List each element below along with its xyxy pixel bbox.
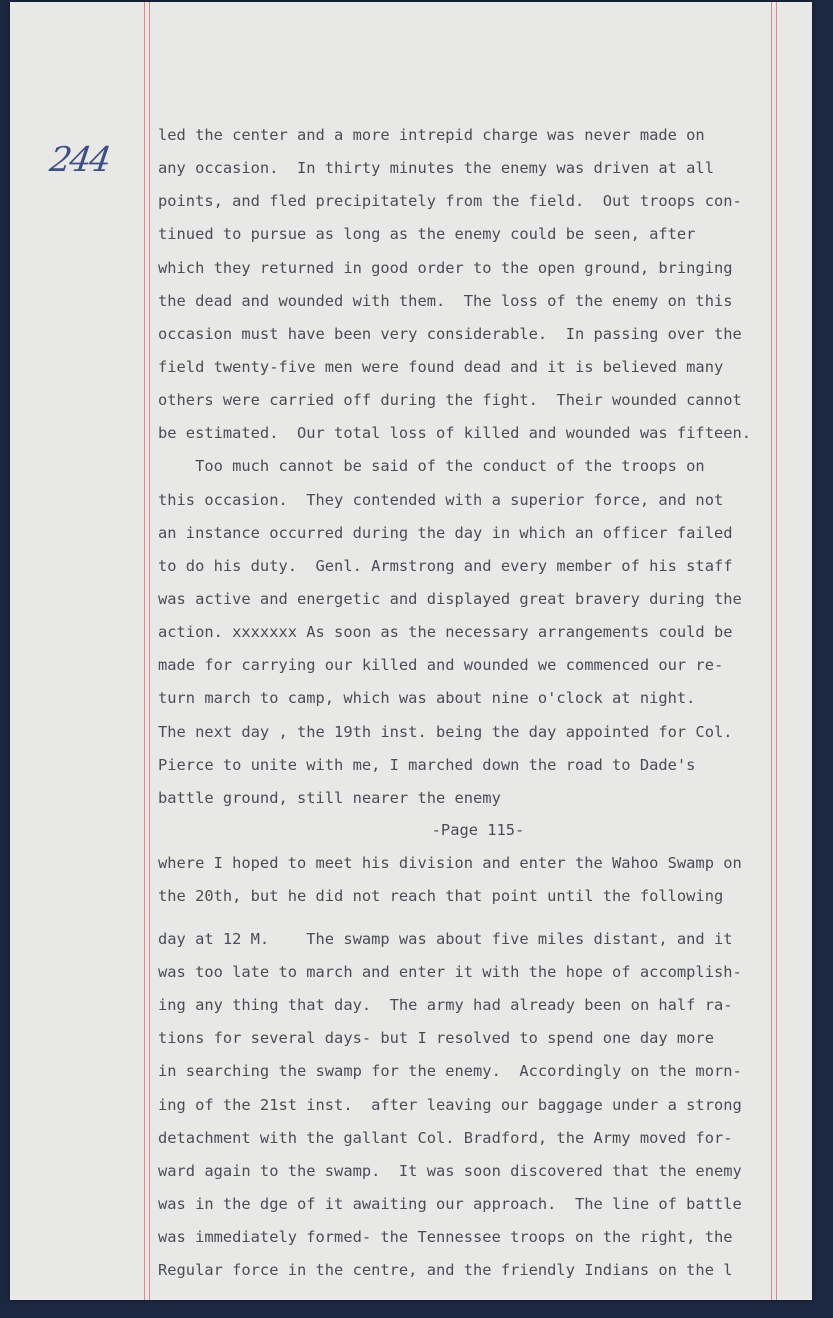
text-line: Regular force in the centre, and the friendly Indians on the l — [158, 1261, 733, 1279]
text-line: ing of the 21st inst. after leaving our baggage under a strong — [158, 1096, 742, 1114]
text-line: an instance occurred during the day in which an officer failed — [158, 524, 733, 542]
text-line: was in the dge of it awaiting our approach. The line of battle — [158, 1195, 742, 1213]
right-margin-rule-outer — [776, 2, 777, 1300]
text-line: made for carrying our killed and wounded we commenced our re- — [158, 656, 724, 674]
text-line: was active and energetic and displayed great bravery during the — [158, 590, 742, 608]
text-line: field twenty-five men were found dead and it is believed many — [158, 358, 724, 376]
text-line: tions for several days- but I resolved to spend one day more — [158, 1029, 714, 1047]
left-margin-rule — [144, 2, 145, 1300]
text-line: battle ground, still nearer the enemy — [158, 789, 501, 807]
text-line: turn march to camp, which was about nine o'clock at night. — [158, 689, 696, 707]
text-line: points, and fled precipitately from the field. Out troops con- — [158, 192, 742, 210]
text-line: detachment with the gallant Col. Bradford, the Army moved for- — [158, 1129, 733, 1147]
right-margin-rule — [771, 2, 772, 1300]
text-line: was immediately formed- the Tennessee troops on the right, the — [158, 1228, 733, 1246]
text-line: in searching the swamp for the enemy. Accordingly on the morn- — [158, 1062, 742, 1080]
text-line: The next day , the 19th inst. being the day appointed for Col. — [158, 723, 733, 741]
text-line: day at 12 M. The swamp was about five miles distant, and it — [158, 930, 733, 948]
text-line: led the center and a more intrepid charge was never made on — [158, 126, 705, 144]
text-line: which they returned in good order to the open ground, bringing — [158, 259, 733, 277]
text-line: was too late to march and enter it with the hope of accomplish- — [158, 963, 742, 981]
text-line: the dead and wounded with them. The loss of the enemy on this — [158, 292, 733, 310]
text-line: Pierce to unite with me, I marched down the road to Dade's — [158, 756, 696, 774]
left-margin-rule-inner — [149, 2, 150, 1300]
text-line: any occasion. In thirty minutes the enemy was driven at all — [158, 159, 714, 177]
text-line: Too much cannot be said of the conduct of the troops on — [158, 457, 705, 475]
page-marker: -Page 115- — [431, 821, 525, 839]
text-line: be estimated. Our total loss of killed and wounded was fifteen. — [158, 424, 752, 442]
text-line: tinued to pursue as long as the enemy could be seen, after — [158, 225, 696, 243]
text-line: ing any thing that day. The army had already been on half ra- — [158, 996, 733, 1014]
text-line: action. xxxxxxx As soon as the necessary arrangements could be — [158, 623, 733, 641]
text-line: this occasion. They contended with a superior force, and not — [158, 491, 724, 509]
text-line: the 20th, but he did not reach that point until the following — [158, 887, 724, 905]
text-line: where I hoped to meet his division and enter the Wahoo Swamp on — [158, 854, 742, 872]
handwritten-page-number: 244 — [47, 140, 112, 180]
document-page — [10, 2, 812, 1300]
text-line: others were carried off during the fight. Their wounded cannot — [158, 391, 742, 409]
text-line: ward again to the swamp. It was soon discovered that the enemy — [158, 1162, 742, 1180]
text-line: to do his duty. Genl. Armstrong and every member of his staff — [158, 557, 733, 575]
text-line: occasion must have been very considerable. In passing over the — [158, 325, 742, 343]
